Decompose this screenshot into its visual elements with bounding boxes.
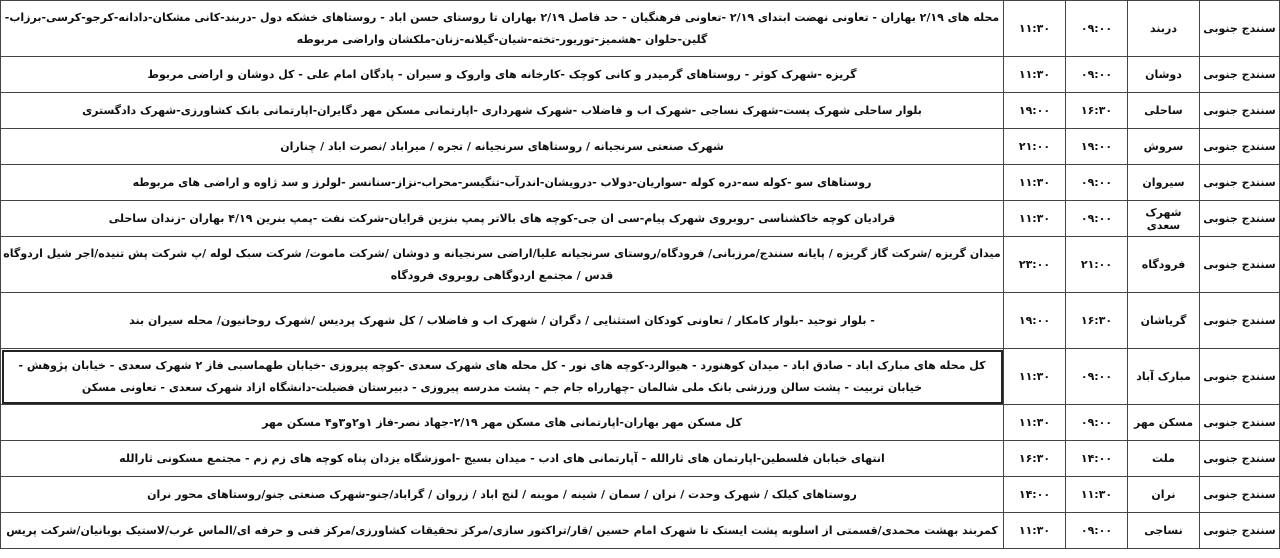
end-time-cell: ۱۱:۳۰ <box>1004 349 1066 405</box>
places-cell: میدان گریزه /شرکت گاز گریزه / پایانه سنندج/مرزبانی/ فرودگاه/روستای سرنجیانه علیا/اراضی سرنجیانه و دوشان /شرکت ماموت/ شرکت سبک لوله /پ شرکت پش تنیده/اجر شیل اردوگاه قدس / مجتمع اردوگاهی روبروی فرودگاه <box>1 237 1004 293</box>
places-cell: کل مسکن مهر بهاران-اپارتمانی های مسکن مهر ۲/۱۹-جهاد نصر-فاز ۱و۲و۳و۴ مسکن مهر <box>1 405 1004 441</box>
table-row <box>1 477 1280 513</box>
places-cell: قرادیان کوچه خاکشناسی -روبروی شهرک پیام-سی ان جی-کوچه های بالاتر پمپ بنزین قرایان-شرکت نفت -پمپ بنرین ۴/۱۹ بهاران -زندان ساحلی <box>1 201 1004 237</box>
end-time-cell: ۱۱:۳۰ <box>1004 1 1066 57</box>
table-row <box>1 349 1280 405</box>
table-row <box>1 237 1280 293</box>
area-cell: دربند <box>1128 1 1200 57</box>
places-cell: کمربند بهشت محمدی/قسمتی از اسلوبه پشت ایستک تا شهرک امام حسین /قار/تراکتور سازی/مرکز تحقیقات کشاورزی/مرکز فنی و حرفه ای/الماس غرب/لاستیک بوبانیان/شرکت پریس <box>1 513 1004 549</box>
end-time-cell: ۱۱:۳۰ <box>1004 57 1066 93</box>
start-time-cell: ۰۹:۰۰ <box>1066 1 1128 57</box>
region-cell: سنندج جنوبی <box>1200 1 1280 57</box>
region-cell: سنندج جنوبی <box>1200 57 1280 93</box>
region-cell: سنندج جنوبی <box>1200 93 1280 129</box>
area-cell: شهرک سعدی <box>1128 201 1200 237</box>
start-time-cell: ۰۹:۰۰ <box>1066 349 1128 405</box>
places-cell: بلوار ساحلی شهرک پست-شهرک نساجی -شهرک اب و فاضلاب -شهرک شهرداری -اپارتمانی مسکن مهر دگایران-اپارتمانی بانک کشاورزی-شهرک دادگستری <box>1 93 1004 129</box>
start-time-cell: ۰۹:۰۰ <box>1066 405 1128 441</box>
end-time-cell: ۱۴:۰۰ <box>1004 477 1066 513</box>
area-cell: فرودگاه <box>1128 237 1200 293</box>
region-cell: سنندج جنوبی <box>1200 405 1280 441</box>
places-cell: روستاهای سو -کوله سه-دره کوله -سواریان-دولاب -درویشان-اندرآب-تنگیسر-محراب-نزاز-سنانسر -لولرز و سد ژاوه و اراضی های مربوطه <box>1 165 1004 201</box>
table-row <box>1 293 1280 349</box>
start-time-cell: ۱۹:۰۰ <box>1066 129 1128 165</box>
table-row <box>1 1 1280 57</box>
places-cell: شهرک صنعتی سرنجیانه / روستاهای سرنجیانه / تجره / میراباد /نصرت اباد / چناران <box>1 129 1004 165</box>
area-cell: نساجی <box>1128 513 1200 549</box>
end-time-cell: ۱۱:۳۰ <box>1004 513 1066 549</box>
end-time-cell: ۱۹:۰۰ <box>1004 93 1066 129</box>
area-cell: مبارک آباد <box>1128 349 1200 405</box>
table-row <box>1 513 1280 549</box>
table-row <box>1 165 1280 201</box>
end-time-cell: ۱۱:۳۰ <box>1004 405 1066 441</box>
end-time-cell: ۱۱:۳۰ <box>1004 165 1066 201</box>
region-cell: سنندج جنوبی <box>1200 201 1280 237</box>
region-cell: سنندج جنوبی <box>1200 293 1280 349</box>
region-cell: سنندج جنوبی <box>1200 237 1280 293</box>
area-cell: دوشان <box>1128 57 1200 93</box>
region-cell: سنندج جنوبی <box>1200 349 1280 405</box>
table-row <box>1 57 1280 93</box>
start-time-cell: ۰۹:۰۰ <box>1066 57 1128 93</box>
table-row <box>1 441 1280 477</box>
end-time-cell: ۱۶:۳۰ <box>1004 441 1066 477</box>
schedule-rows <box>1 1 1280 549</box>
end-time-cell: ۱۹:۰۰ <box>1004 293 1066 349</box>
region-cell: سنندج جنوبی <box>1200 165 1280 201</box>
area-cell: مسکن مهر <box>1128 405 1200 441</box>
region-cell: سنندج جنوبی <box>1200 129 1280 165</box>
places-cell: گریزه -شهرک کوثر - روستاهای گرمیدر و کانی کوچک -کارخانه های واروک و سیران - پادگان امام علی - کل دوشان و اراضی مربوط <box>1 57 1004 93</box>
table-row <box>1 201 1280 237</box>
area-cell: نران <box>1128 477 1200 513</box>
area-cell: گریاشان <box>1128 293 1200 349</box>
area-cell: ساحلی <box>1128 93 1200 129</box>
start-time-cell: ۰۹:۰۰ <box>1066 201 1128 237</box>
places-cell: - بلوار توحید -بلوار کامکار / تعاونی کودکان استثنایی / دگران / شهرک اب و فاضلاب / کل شهرک پردیس /شهرک روحانیون/ محله سیران بند <box>1 293 1004 349</box>
area-cell: سیروان <box>1128 165 1200 201</box>
start-time-cell: ۲۱:۰۰ <box>1066 237 1128 293</box>
region-cell: سنندج جنوبی <box>1200 441 1280 477</box>
start-time-cell: ۰۹:۰۰ <box>1066 165 1128 201</box>
end-time-cell: ۲۱:۰۰ <box>1004 129 1066 165</box>
start-time-cell: ۱۶:۳۰ <box>1066 293 1128 349</box>
region-cell: سنندج جنوبی <box>1200 513 1280 549</box>
end-time-cell: ۱۱:۳۰ <box>1004 201 1066 237</box>
table-row <box>1 405 1280 441</box>
table-row <box>1 129 1280 165</box>
start-time-cell: ۰۹:۰۰ <box>1066 513 1128 549</box>
places-cell: انتهای خیابان فلسطین-اپارتمان های ثارالله - آپارتمانی های ادب - میدان بسیج -اموزشگاه یزدان پناه کوچه های زم زم - مجتمع مسکونی ثارالله <box>1 441 1004 477</box>
places-cell: روستاهای کیلک / شهرک وحدت / نران / سمان / شینه / موینه / لنج اباد / زروان / گراباد/جنو-شهرک صنعتی جنو/روستاهای محور نران <box>1 477 1004 513</box>
places-cell: محله های ۲/۱۹ بهاران - تعاونی نهضت ابتدای ۲/۱۹ -تعاونی فرهنگیان - حد فاصل ۲/۱۹ بهاران تا روستای حسن اباد - روستاهای خشکه دول -دربند-کانی مشکان-دادانه-کرجو-کرسی-برزاب-گلین-حلوان -هشمیز-توریور-تخته-شیان-گیلانه-زنان-ملکشان واراضی مربوطه <box>1 1 1004 57</box>
region-cell: سنندج جنوبی <box>1200 477 1280 513</box>
end-time-cell: ۲۳:۰۰ <box>1004 237 1066 293</box>
start-time-cell: ۱۶:۳۰ <box>1066 93 1128 129</box>
table-row <box>1 93 1280 129</box>
area-cell: سروش <box>1128 129 1200 165</box>
area-cell: ملت <box>1128 441 1200 477</box>
places-cell: کل محله های مبارک اباد - صادق اباد - میدان کوهنورد - هیوالرد-کوچه های نور - کل محله های شهرک سعدی -کوچه پیروزی -خیابان طهماسبی فاز ۲ شهرک سعدی - خیابان پژوهش - خیابان تربیت - پشت سالن ورزشی بانک ملی شالمان -چهارراه جام جم - پشت مدرسه پیروزی - دبیرستان فضیلت-دانشگاه ازاد شهرک سعدی - تعاونی مسکن <box>1 349 1004 405</box>
start-time-cell: ۱۱:۳۰ <box>1066 477 1128 513</box>
start-time-cell: ۱۴:۰۰ <box>1066 441 1128 477</box>
